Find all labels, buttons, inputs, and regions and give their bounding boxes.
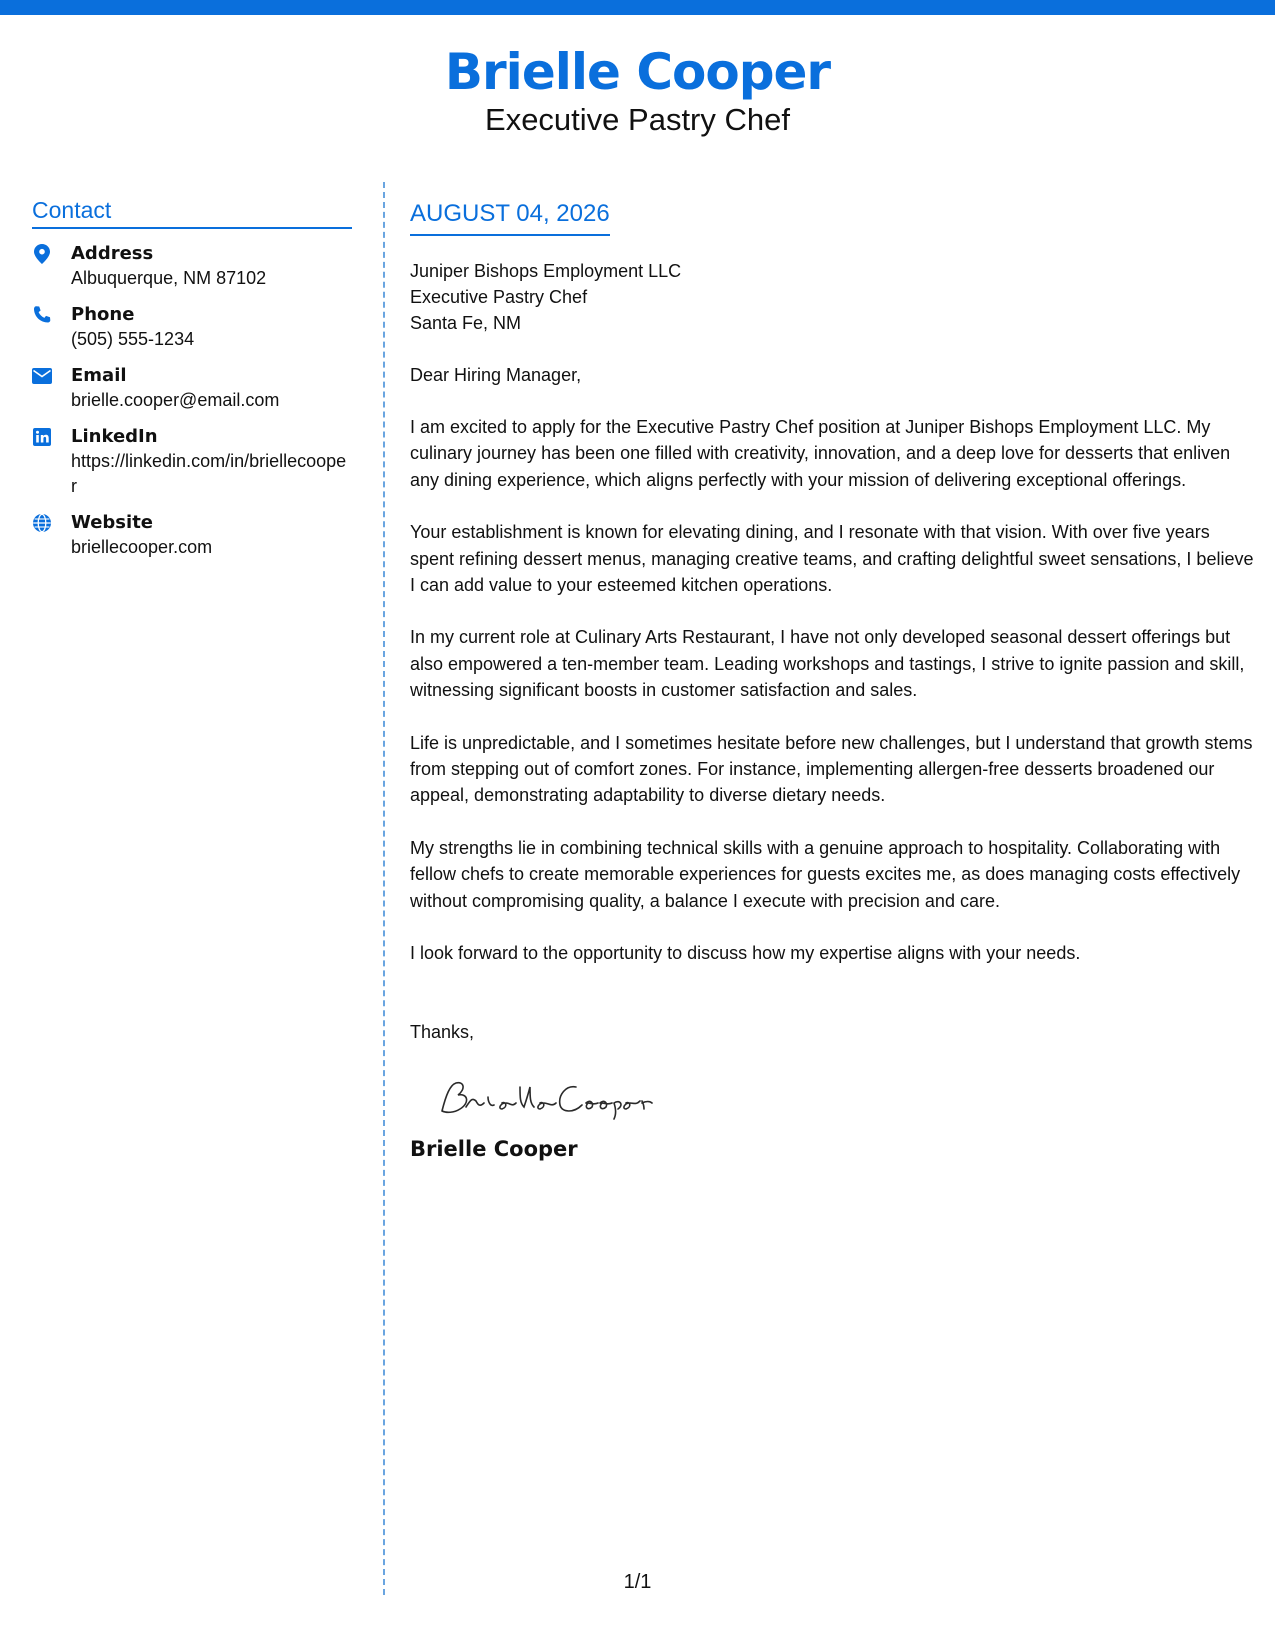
contact-label: Website bbox=[71, 512, 154, 533]
contact-address bbox=[32, 241, 352, 291]
contact-value: Albuquerque, NM 87102 bbox=[71, 268, 267, 288]
page-number: 1/1 bbox=[623, 1571, 652, 1593]
paragraph: In my current role at Culinary Arts Restaurant, I have not only developed seasonal dessert offerings but also empowered a ten-member team. Leading workshops and tastings, I strive to ignite passion and skill, witnessing significant boosts in customer satisfaction and sales. bbox=[410, 627, 1245, 701]
contact-sidebar bbox=[32, 196, 352, 571]
recipient-position: Executive Pastry Chef bbox=[410, 287, 588, 307]
website-link[interactable]: briellecooper.com bbox=[71, 537, 213, 557]
signer-name: Brielle Cooper bbox=[410, 1136, 578, 1161]
contact-phone bbox=[32, 302, 352, 352]
column-divider bbox=[383, 182, 385, 1595]
recipient-location: Santa Fe, NM bbox=[410, 313, 522, 333]
paragraph: My strengths lie in combining technical skills with a genuine approach to hospitality. Collaborating with fellow chefs to create memorable experiences for guests excites me, as does managing costs effectively without compromising quality, a balance I execute with precision and care. bbox=[410, 837, 1241, 911]
letter-body bbox=[410, 196, 1256, 1163]
contact-email[interactable] bbox=[32, 363, 352, 413]
top-accent-bar bbox=[0, 0, 1275, 15]
applicant-name: Brielle Cooper bbox=[444, 43, 831, 101]
linkedin-link[interactable]: https://linkedin.com/in/briellecooper bbox=[71, 451, 347, 496]
paragraph: Life is unpredictable, and I sometimes hesitate before new challenges, but I understand that growth stems from stepping out of comfort zones. For instance, implementing allergen-free desserts broadened our appeal, demonstrating adaptability to diverse dietary needs. bbox=[410, 732, 1253, 806]
globe-icon bbox=[32, 513, 52, 533]
contact-label: Phone bbox=[71, 304, 135, 325]
paragraph: I look forward to the opportunity to discuss how my expertise aligns with your needs. bbox=[410, 943, 1081, 964]
envelope-icon bbox=[32, 366, 52, 386]
linkedin-icon bbox=[32, 427, 52, 447]
contact-label: LinkedIn bbox=[71, 426, 158, 447]
recipient-company: Juniper Bishops Employment LLC bbox=[410, 261, 682, 281]
contact-value: (505) 555-1234 bbox=[71, 329, 195, 349]
contact-list bbox=[32, 241, 352, 560]
letter-date: AUGUST 04, 2026 bbox=[410, 196, 610, 236]
letter-paragraphs bbox=[410, 414, 1256, 967]
contact-label: Email bbox=[71, 365, 127, 386]
applicant-role: Executive Pastry Chef bbox=[485, 102, 790, 137]
contact-label: Address bbox=[71, 243, 154, 264]
contact-website[interactable] bbox=[32, 510, 352, 560]
email-link[interactable]: brielle.cooper@email.com bbox=[71, 390, 280, 410]
salutation: Dear Hiring Manager, bbox=[410, 365, 582, 385]
closing: Thanks, bbox=[410, 1021, 475, 1042]
map-pin-icon bbox=[32, 244, 52, 264]
recipient-block bbox=[410, 258, 1256, 336]
paragraph: I am excited to apply for the Executive Pastry Chef position at Juniper Bishops Employment LLC. My culinary journey has been one filled with creativity, innovation, and a deep love for desserts that enliven any dining experience, which aligns perfectly with your mission of delivering exceptional offerings. bbox=[410, 417, 1231, 490]
handwritten-signature bbox=[436, 1073, 656, 1121]
page-header bbox=[0, 42, 1275, 138]
paragraph: Your establishment is known for elevating dining, and I resonate with that vision. With over five years spent refining dessert menus, managing creative teams, and crafting delightful sweet sensations, I believe I can add value to your esteemed kitchen operations. bbox=[410, 522, 1254, 596]
phone-icon bbox=[32, 305, 52, 325]
contact-heading: Contact bbox=[32, 196, 352, 229]
contact-linkedin[interactable] bbox=[32, 424, 352, 499]
